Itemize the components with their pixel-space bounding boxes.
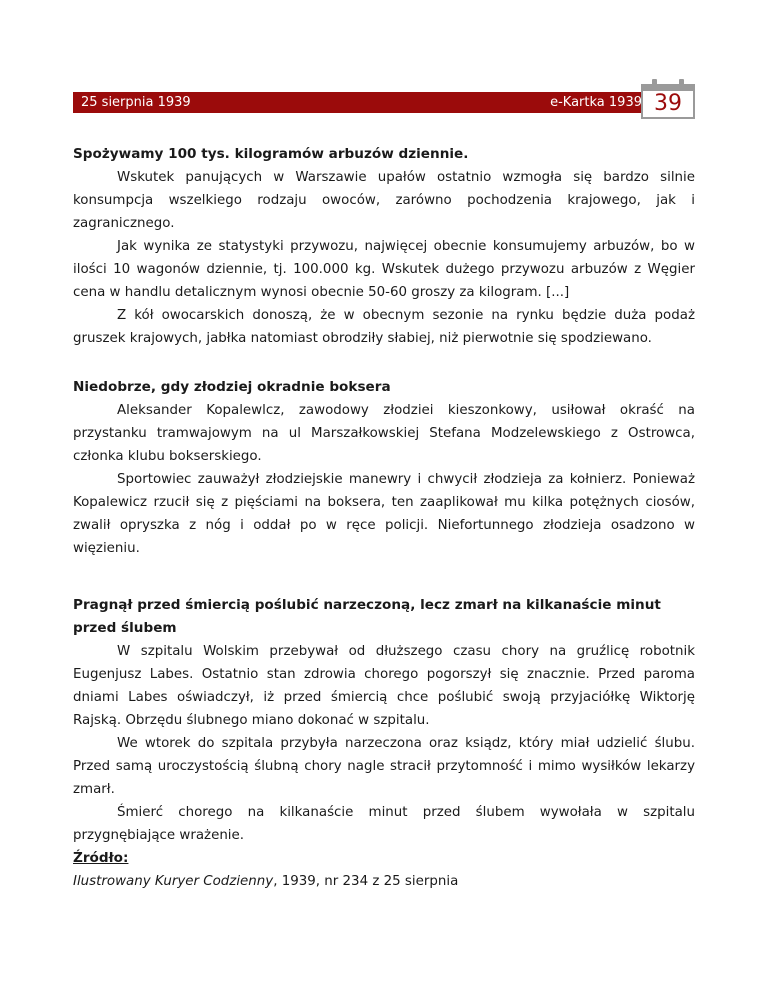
- calendar-icon: [639, 78, 697, 120]
- article-paragraph: Śmierć chorego na kilkanaście minut przed ślubem wywołała w szpitalu przygnębiające wrażenie.: [73, 805, 695, 843]
- article-paragraph: We wtorek do szpitala przybyła narzeczona oraz ksiądz, który miał udzielić ślubu. Przed samą uroczystością ślubną chory nagle stracił przytomność i mimo wysiłków lekarzy zmarł.: [73, 736, 695, 797]
- source-details: , 1939, nr 234 z 25 sierpnia: [273, 874, 459, 889]
- article-paragraph: Jak wynika ze statystyki przywozu, najwięcej obecnie konsumujemy arbuzów, bo w ilości 10 wagonów dziennie, tj. 100.000 kg. Wskutek dużego przywozu arbuzów z Węgier cena w handlu detalicznym wynosi obecnie 50-60 groszy za kilogram. [...]: [73, 239, 695, 300]
- article-paragraph: W szpitalu Wolskim przebywał od dłuższego czasu chory na gruźlicę robotnik Eugenjusz Labes. Ostatnio stan zdrowia chorego pogorszył się znacznie. Przed paroma dniami Labes oświadczył, iż przed śmiercią chce poślubić swoją przyjaciółkę Wiktorję Rajską. Obrzędu ślubnego miano dokonać w szpitalu.: [73, 644, 695, 728]
- header-publication: e-Kartka 1939: [550, 95, 642, 110]
- article-paragraph: Z kół owocarskich donoszą, że w obecnym sezonie na rynku będzie duża podaż gruszek krajowych, jabłka natomiast obrodziły słabiej, niż pierwotnie się spodziewano.: [73, 308, 695, 346]
- article-paragraph: Sportowiec zauważył złodziejskie manewry i chwycił złodzieja za kołnierz. Ponieważ Kopalewicz rzucił się z pięściami na boksera, ten zaaplikował mu kilka potężnych ciosów, zwalił opryszka z nóg i oddał po w ręce policji. Niefortunnego złodzieja osadzono w więzieniu.: [73, 472, 695, 556]
- article-title: Niedobrze, gdy złodziej okradnie boksera: [73, 379, 391, 395]
- source-citation: [73, 870, 695, 893]
- article-paragraph: Aleksander Kopalewlcz, zawodowy złodziei kieszonkowy, usiłował okraść na przystanku tramwajowym na ul Marszałkowskiej Stefana Modzelewskiego z Ostrowca, członka klubu bokserskiego.: [73, 403, 695, 464]
- header-date: 25 sierpnia 1939: [81, 95, 191, 110]
- source: [73, 847, 695, 893]
- article-boxer: [73, 376, 695, 560]
- article-wedding: [73, 594, 695, 893]
- page-number: 39: [654, 91, 682, 116]
- source-label: Źródło:: [73, 850, 129, 866]
- source-title: Ilustrowany Kuryer Codzienny: [73, 874, 274, 889]
- article-paragraph: Wskutek panujących w Warszawie upałów ostatnio wzmogła się bardzo silnie konsumpcja wszelkiego rodzaju owoców, zarówno pochodzenia krajowego, jak i zagranicznego.: [73, 170, 695, 231]
- article-watermelons: [73, 143, 695, 350]
- article-title: Spożywamy 100 tys. kilogramów arbuzów dziennie.: [73, 146, 469, 162]
- article-title: Pragnął przed śmiercią poślubić narzeczoną, lecz zmarł na kilkanaście minut przed ślubem: [73, 597, 661, 636]
- header-bar: [73, 92, 648, 113]
